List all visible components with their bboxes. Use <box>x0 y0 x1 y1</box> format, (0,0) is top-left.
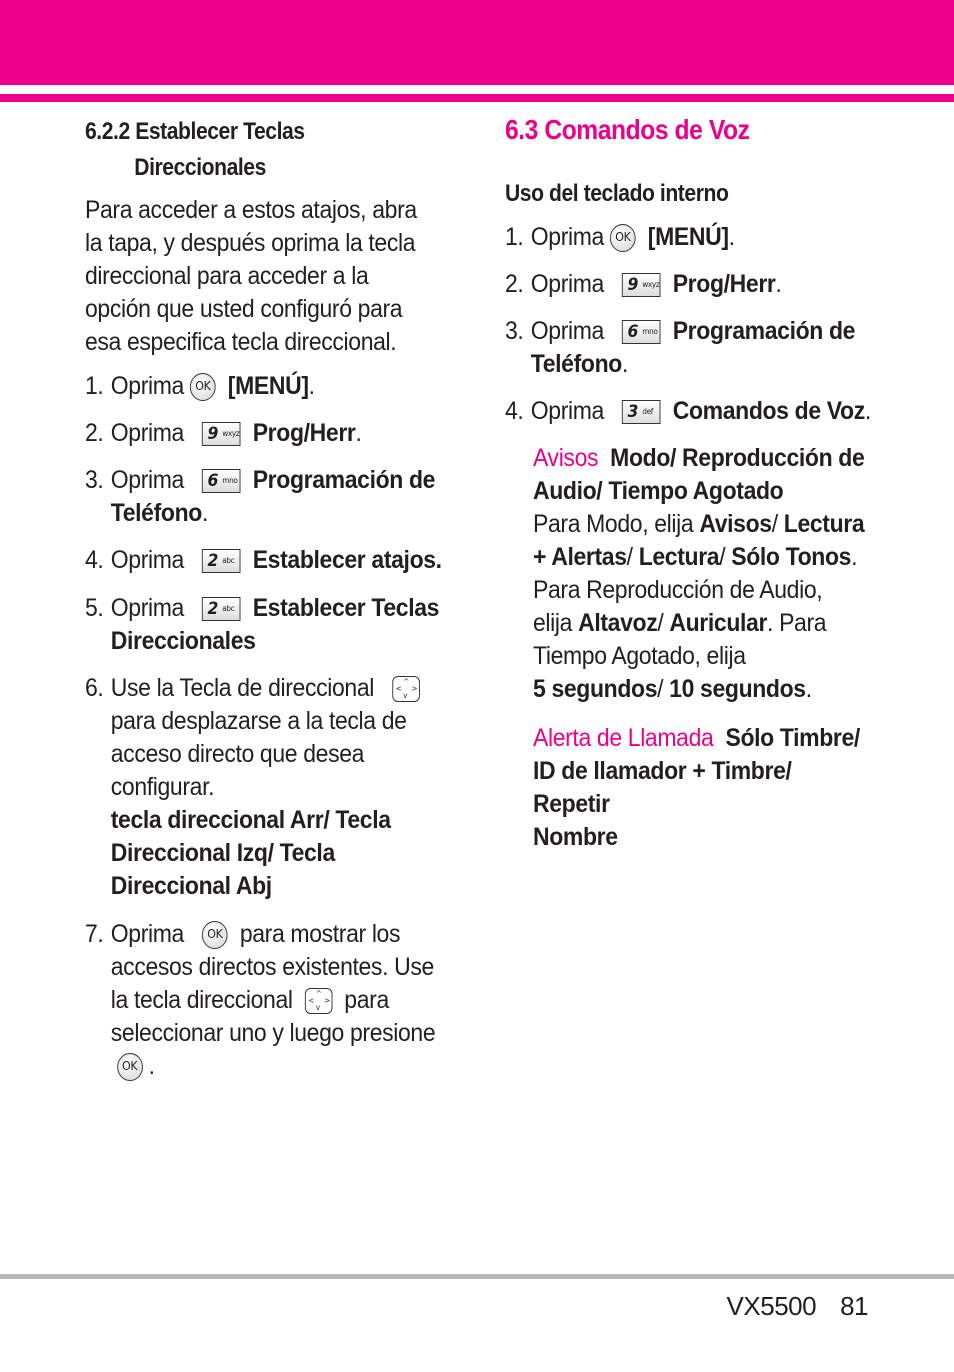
establecer-atajos-label: Establecer atajos. <box>252 546 442 574</box>
option-label: Direccional Abj <box>110 872 272 900</box>
body-text: / <box>657 609 670 637</box>
key-2-icon <box>202 597 241 621</box>
body-text: / <box>719 543 732 571</box>
body-text: elija <box>533 609 579 637</box>
body-text: Para Modo, elija <box>533 510 700 538</box>
ok-key-icon: OK <box>202 921 228 949</box>
option-label: ID de llamador + Timbre/ Repetir <box>533 757 792 818</box>
step-text: Oprima <box>110 594 184 622</box>
body-text: / <box>657 675 670 703</box>
model-name: VX5500 <box>726 1291 817 1321</box>
step-number: 4. <box>85 546 104 574</box>
step-text: configurar. <box>110 773 215 801</box>
step-text: Use la Tecla de direccional <box>110 674 374 702</box>
key-letters: def <box>642 407 653 417</box>
key-digit: 6 <box>627 322 639 343</box>
option-label: tecla direccional Arr/ Tecla <box>110 806 391 834</box>
prog-herr-label: Prog/Herr <box>252 419 356 447</box>
step-text: acceso directo que desea <box>110 740 365 768</box>
bottom-rule <box>0 1274 954 1279</box>
section-heading-line2: Direccionales <box>134 154 266 181</box>
telefono-label: Teléfono <box>110 499 202 527</box>
body-text: Tiempo Agotado, elija <box>533 642 746 670</box>
option-label: Lectura <box>783 510 865 538</box>
section-heading-line1: 6.2.2 Establecer Teclas <box>85 118 305 145</box>
body-text: / <box>626 543 639 571</box>
step-number: 2. <box>505 270 524 298</box>
page-footer <box>727 1291 868 1322</box>
intro-line: direccional para acceder a la <box>85 262 369 290</box>
body-text: . <box>851 543 858 571</box>
establecer-teclas-label: Establecer Teclas <box>252 594 440 622</box>
punct: . <box>728 223 735 251</box>
step-text: Oprima <box>530 223 604 251</box>
directional-key-icon: ^ v < > <box>305 988 333 1014</box>
key-letters: mno <box>222 476 238 486</box>
avisos-title: Modo/ Reproducción de <box>610 444 865 472</box>
section-heading <box>85 114 305 186</box>
ok-key-icon: OK <box>117 1053 143 1081</box>
step-number: 3. <box>505 317 524 345</box>
intro-line: opción que usted configuró para <box>85 295 403 323</box>
option-label: Auricular <box>669 609 768 637</box>
page-title: 6.3 Comandos de Voz <box>505 114 750 145</box>
option-label: + Alertas <box>533 543 627 571</box>
ok-key-icon: OK <box>610 224 636 252</box>
option-label: Lectura <box>638 543 720 571</box>
subsection-heading: Uso del teclado interno <box>505 180 729 207</box>
step-text: accesos directos existentes. Use <box>110 953 434 981</box>
option-label: Direccional Izq/ Tecla <box>110 839 335 867</box>
step-number: 4. <box>505 397 524 425</box>
top-rule <box>0 94 954 102</box>
step-text: Oprima <box>110 466 184 494</box>
key-letters: mno <box>642 327 658 337</box>
key-letters: wxyz <box>222 429 240 439</box>
punct: . <box>308 372 315 400</box>
prog-herr-label: Prog/Herr <box>672 270 776 298</box>
punct: . <box>621 350 628 378</box>
top-banner <box>0 0 954 85</box>
step-text: para mostrar los <box>239 920 401 948</box>
body-text: . Para <box>767 609 827 637</box>
step-text: Oprima <box>530 317 604 345</box>
punct: . <box>148 1052 155 1080</box>
comandos-voz-label: Comandos de Voz <box>672 397 865 425</box>
avisos-title: Audio/ Tiempo Agotado <box>533 477 784 505</box>
punct: . <box>864 397 871 425</box>
key-3-icon <box>622 400 661 424</box>
alerta-label: Alerta de Llamada <box>533 724 714 752</box>
avisos-block <box>533 442 873 706</box>
body-text: Para Reproducción de Audio, <box>533 576 823 604</box>
avisos-label: Avisos <box>533 444 599 472</box>
key-digit: 2 <box>207 551 219 572</box>
option-label: Sólo Timbre/ <box>725 724 860 752</box>
intro-paragraph <box>85 194 417 359</box>
programacion-label: Programación de <box>672 317 856 345</box>
menu-label: [MENÚ] <box>647 223 729 251</box>
step-text: para <box>344 986 389 1014</box>
option-label: 5 segundos <box>533 675 658 703</box>
key-digit: 3 <box>627 402 639 423</box>
key-6-icon <box>202 469 241 493</box>
key-6-icon <box>622 320 661 344</box>
step-number: 3. <box>85 466 104 494</box>
punct: . <box>775 270 782 298</box>
body-text: . <box>805 675 812 703</box>
key-9-icon <box>202 422 241 446</box>
step-number: 2. <box>85 419 104 447</box>
key-digit: 9 <box>627 275 639 296</box>
punct: . <box>355 419 362 447</box>
intro-line: esa especifica tecla direccional. <box>85 328 397 356</box>
key-9-icon <box>622 273 661 297</box>
option-label: Nombre <box>533 823 618 851</box>
programacion-label: Programación de <box>252 466 436 494</box>
step-text: Oprima <box>110 920 184 948</box>
step-text: Oprima <box>530 397 604 425</box>
key-digit: 2 <box>207 599 219 620</box>
step-text: seleccionar uno y luego presione <box>110 1019 436 1047</box>
key-digit: 6 <box>207 471 219 492</box>
step-text: Oprima <box>110 546 184 574</box>
key-digit: 9 <box>207 424 219 445</box>
ok-key-icon: OK <box>190 373 216 401</box>
option-label: Sólo Tonos <box>731 543 852 571</box>
directional-key-icon: ^ v < > <box>392 676 420 702</box>
step-text: Oprima <box>110 419 184 447</box>
alerta-block <box>533 722 873 854</box>
key-letters: abc <box>222 556 235 566</box>
intro-line: la tapa, y después oprima la tecla <box>85 229 416 257</box>
step-number: 5. <box>85 594 104 622</box>
step-text: la tecla direccional <box>110 986 293 1014</box>
key-2-icon <box>202 549 241 573</box>
option-label: Avisos <box>699 510 772 538</box>
body-text: / <box>771 510 784 538</box>
punct: . <box>201 499 208 527</box>
key-letters: abc <box>222 604 235 614</box>
page-number: 81 <box>840 1291 868 1321</box>
step-number: 7. <box>85 920 104 948</box>
step-text: Oprima <box>110 372 184 400</box>
intro-line: Para acceder a estos atajos, abra <box>85 196 417 224</box>
step-number: 6. <box>85 674 104 702</box>
telefono-label: Teléfono <box>530 350 622 378</box>
key-letters: wxyz <box>642 280 660 290</box>
step-number: 1. <box>85 372 104 400</box>
step-number: 1. <box>505 223 524 251</box>
option-label: 10 segundos <box>669 675 806 703</box>
option-label: Altavoz <box>578 609 658 637</box>
menu-label: [MENÚ] <box>227 372 309 400</box>
step-text: Oprima <box>530 270 604 298</box>
step-text: para desplazarse a la tecla de <box>110 707 407 735</box>
direccionales-label: Direccionales <box>110 627 256 655</box>
